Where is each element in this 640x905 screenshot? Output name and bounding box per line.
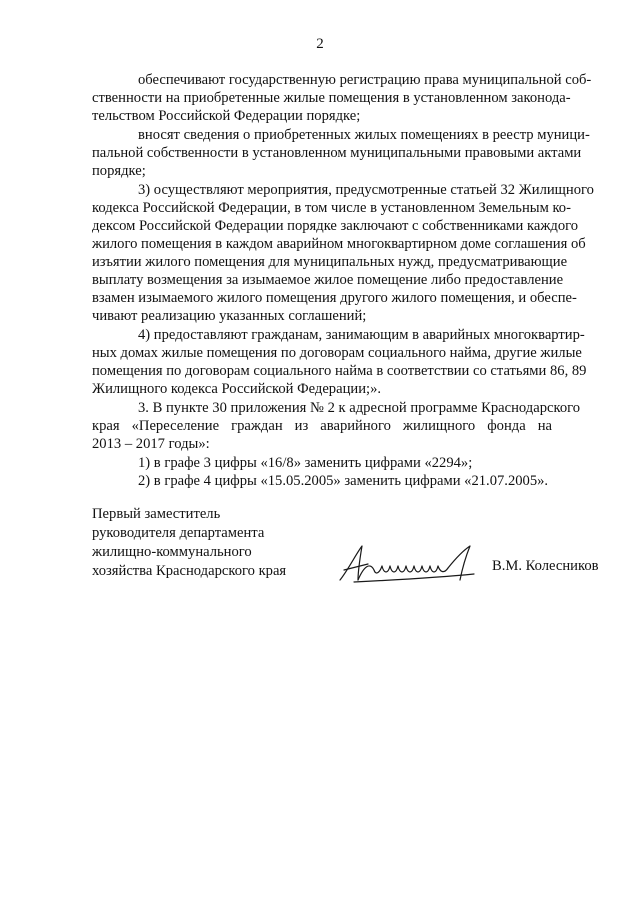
text-line: тельством Российской Федерации порядке; (92, 108, 361, 124)
text-line: ных домах жилые помещения по договорам социального найма, другие жилые (92, 345, 582, 361)
text-line: жилого помещения в каждом аварийном многоквартирном доме соглашения об (92, 236, 586, 252)
text-line: пальной собственности в установленном муниципальными правовыми актами (92, 145, 582, 161)
position-line: руководителя департамента (92, 525, 265, 541)
text-line: вносят сведения о приобретенных жилых помещениях в реестр муници- (138, 127, 590, 143)
signer-name: В.М. Колесников (492, 558, 599, 574)
text-line: 4) предоставляют гражданам, занимающим в аварийных многоквартир- (138, 327, 585, 343)
text-line: Жилищного кодекса Российской Федерации;». (92, 381, 382, 397)
text-line: выплату возмещения за изымаемое жилое помещение либо предоставление (92, 272, 564, 288)
text-line: 2013 – 2017 годы»: (92, 436, 210, 452)
text-line: 1) в графе 3 цифры «16/8» заменить цифрами «2294»; (138, 455, 473, 471)
text-line: помещения по договорам социального найма в соответствии со статьями 86, 89 (92, 363, 587, 379)
text-line: 3. В пункте 30 приложения № 2 к адресной программе Краснодарского (138, 400, 581, 416)
position-line: жилищно-коммунального (92, 544, 252, 560)
position-line: хозяйства Краснодарского края (92, 563, 287, 579)
page-number: 2 (316, 36, 324, 52)
text-line: ственности на приобретенные жилые помещения в установленном законода- (92, 90, 571, 106)
text-line: 3) осуществляют мероприятия, предусмотренные статьей 32 Жилищного (138, 182, 594, 198)
text-line: кодекса Российской Федерации, в том числе в установленном Земельным ко- (92, 200, 571, 216)
text-line: порядке; (92, 163, 146, 179)
signatory-position (92, 505, 286, 581)
handwritten-signature (334, 540, 484, 590)
text-line: чивают реализацию указанных соглашений; (92, 308, 367, 324)
text-line: изъятии жилого помещения для муниципальных нужд, предусматривающие (92, 254, 568, 270)
text-line: края «Переселение граждан из аварийного жилищного фонда на (92, 418, 552, 434)
text-line: дексом Российской Федерации порядке заключают с собственниками каждого (92, 218, 579, 234)
position-line: Первый заместитель (92, 506, 221, 522)
text-line: обеспечивают государственную регистрацию права муниципальной соб- (138, 72, 592, 88)
text-line: взамен изымаемого жилого помещения другого жилого помещения, и обеспе- (92, 290, 577, 306)
text-line: 2) в графе 4 цифры «15.05.2005» заменить цифрами «21.07.2005». (138, 473, 549, 489)
